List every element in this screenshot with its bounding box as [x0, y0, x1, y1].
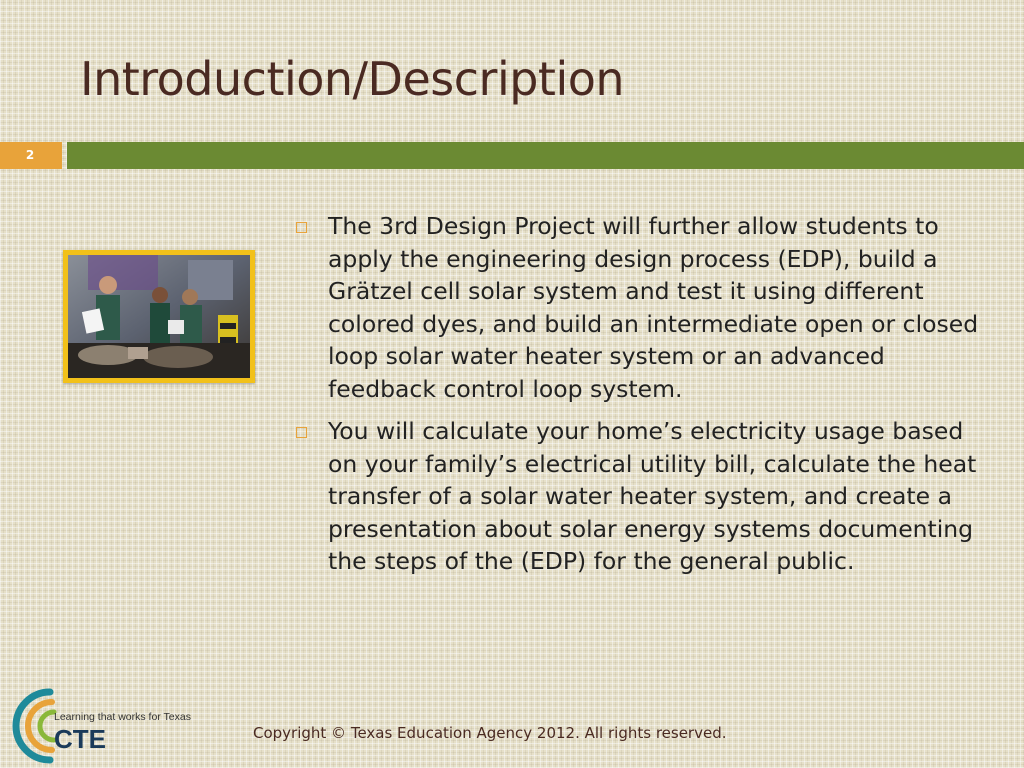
students-photo — [63, 250, 255, 383]
bullet-item — [296, 415, 996, 578]
logo-name: CTE — [54, 724, 106, 754]
bullet-list — [296, 210, 996, 588]
title-divider-bar — [67, 142, 1024, 169]
cte-logo-icon — [10, 684, 210, 764]
copyright-text: Copyright © Texas Education Agency 2012. All rights reserved. — [253, 724, 727, 742]
bullet-item — [296, 210, 996, 405]
slide-title: Introduction/Description — [80, 52, 625, 106]
square-bullet-icon — [296, 222, 307, 233]
square-bullet-icon — [296, 427, 307, 438]
logo-tagline: Learning that works for Texas — [54, 711, 191, 723]
students-photo-image — [68, 255, 250, 378]
bullet-text: You will calculate your home’s electricity usage based on your family’s electrical utility bill, calculate the heat transfer of a solar water heater system, and create a presentation about solar energy systems documenting the steps of the (EDP) for the general public. — [328, 417, 977, 575]
bullet-text: The 3rd Design Project will further allow students to apply the engineering design process (EDP), build a Grätzel cell solar system and test it using different colored dyes, and build an intermediate open or closed loop solar water heater system or an advanced feedback control loop system. — [328, 212, 979, 403]
slide-number: 2 — [0, 142, 62, 169]
cte-logo — [10, 684, 210, 764]
